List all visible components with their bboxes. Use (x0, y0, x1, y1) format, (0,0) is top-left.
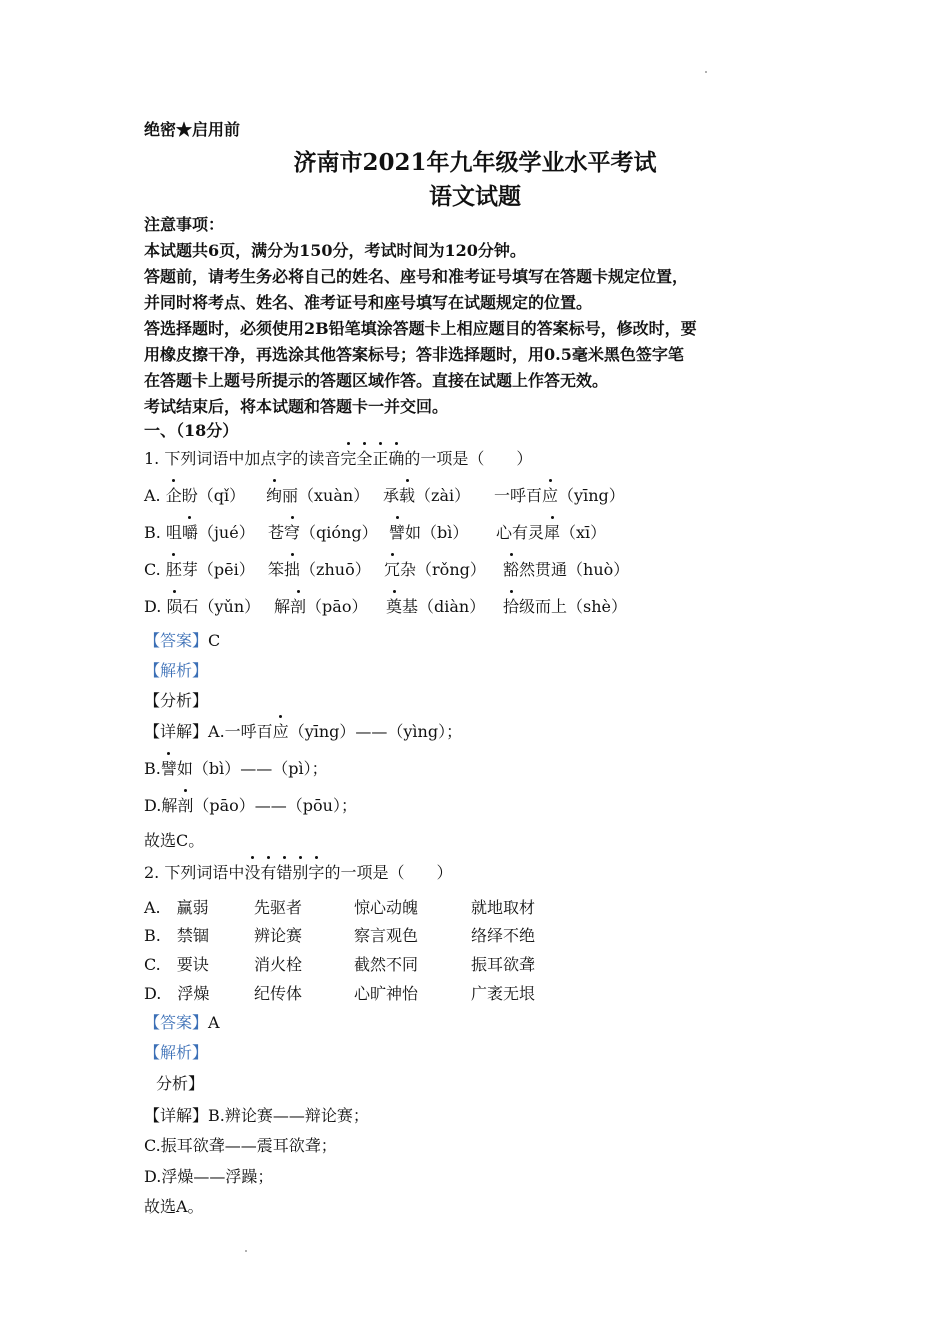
word-text: 笨 (268, 560, 285, 579)
detail-line-d: D.浮燥——浮躁； (144, 1167, 274, 1186)
detail-text: B. (144, 759, 161, 778)
analysis-label: 【解析】 (144, 1043, 209, 1062)
word-text: 芽 (181, 560, 198, 579)
page-mark-bottom (245, 1250, 247, 1252)
answer-line (144, 1010, 220, 1033)
page-title: 济南市2021年九年级学业水平考试 (293, 149, 657, 176)
q2-word: 截然不同 (354, 955, 419, 974)
option-a (144, 483, 245, 506)
detail-text: （yīng）——（yìng）； (288, 722, 463, 741)
pinyin: （shè） (567, 597, 628, 616)
pinyin: （diàn） (418, 597, 486, 616)
secret-label: 绝密★启用前 (144, 120, 241, 139)
answer-label: 【答案】 (144, 631, 209, 650)
word-text: 杂 (400, 560, 417, 579)
notice-line: 答题前，请考生务必将自己的姓名、座号和准考证号填写在答题卡规定位置， (144, 267, 689, 286)
pinyin: （xī） (560, 523, 607, 542)
option-a-word-3 (383, 483, 470, 506)
option-b-word-2 (268, 520, 378, 543)
stem-text: 1. 下列词语中加点字的读音 (144, 449, 341, 468)
detail-text: D.解 (144, 796, 178, 815)
q2-word: 广袤无垠 (471, 984, 536, 1003)
option-label: A. (144, 486, 166, 505)
detail-text: 如（bì）——（pì）； (176, 759, 328, 778)
option-c-word-2 (268, 557, 371, 580)
notice-line: 答选择题时，必须使用2B铅笔填涂答题卡上相应题目的答案标号，修改时，要 (144, 319, 697, 338)
q2-word: 辨论赛 (254, 926, 303, 945)
dotted-char: 冗 (384, 557, 400, 580)
dotted-char: 拙 (284, 557, 300, 580)
fenxi-label: 分析】 (156, 1074, 205, 1093)
q2-option-d: D. 浮燥 (144, 984, 210, 1003)
dotted-char: 正 (372, 446, 388, 469)
word-text: 解 (274, 597, 291, 616)
word-text: 承 (383, 486, 400, 505)
q2-word: 就地取材 (471, 898, 536, 917)
notice-line: 考试结束后，将本试题和答题卡一并交回。 (144, 397, 449, 416)
stem-text: 的一项是（ ） (404, 449, 533, 468)
option-b-word-4 (496, 520, 606, 543)
dotted-char: 别 (292, 860, 308, 883)
q2-option-c: C. 要诀 (144, 955, 209, 974)
word-text: 苍 (268, 523, 285, 542)
q2-word: 纪传体 (254, 984, 303, 1003)
q2-word: 络绎不绝 (471, 926, 536, 945)
answer-value: C (208, 631, 221, 650)
answer-line (144, 628, 220, 651)
detail-text: B.辨论赛——辩论赛； (208, 1106, 369, 1125)
option-a-word-4 (494, 483, 625, 506)
q2-option-a: A. 赢弱 (144, 898, 209, 917)
option-d-word-4 (503, 594, 627, 617)
word-text: 一呼百 (494, 486, 543, 505)
q2-word: 振耳欲聋 (471, 955, 536, 974)
detail-line-d (144, 793, 357, 816)
option-label: B. (144, 523, 166, 542)
pinyin: （bì） (421, 523, 469, 542)
q2-word: 心旷神怡 (354, 984, 419, 1003)
detail-label: 【详解】 (144, 1106, 209, 1125)
detail-label: 【详解】 (144, 722, 209, 741)
pinyin: （xuàn） (298, 486, 370, 505)
dotted-char: 完 (340, 446, 356, 469)
word-text: 丽 (282, 486, 299, 505)
word-text: 基 (402, 597, 419, 616)
answer-value: A (208, 1013, 220, 1032)
dotted-char: 奠 (386, 594, 402, 617)
page-mark-top-right (705, 71, 707, 73)
q2-word: 察言观色 (354, 926, 419, 945)
notice-line: 本试题共6页，满分为150分，考试时间为120分钟。 (144, 241, 526, 260)
option-b-word-3 (389, 520, 468, 543)
pinyin: （rǒng） (416, 560, 486, 579)
notice-line: 并同时将考点、姓名、准考证号和座号填写在试题规定的位置。 (144, 293, 593, 312)
detail-line-a (144, 719, 462, 742)
word-text: 咀 (165, 523, 182, 542)
fenxi-label: 【分析】 (144, 691, 209, 710)
pinyin: （qióng） (300, 523, 378, 542)
dotted-char: 胚 (166, 557, 182, 580)
option-c (144, 557, 255, 580)
word-text: 级而上 (519, 597, 568, 616)
option-c-word-3 (384, 557, 486, 580)
dotted-char: 应 (542, 483, 558, 506)
dotted-char: 载 (399, 483, 415, 506)
question-1-stem (144, 446, 532, 469)
option-d-word-2 (274, 594, 367, 617)
notice-line: 用橡皮擦干净，再选涂其他答案标号；答非选择题时，用0.5毫米黑色签字笔 (144, 345, 684, 364)
detail-line-c: C.振耳欲聋——震耳欲聋； (144, 1136, 337, 1155)
q2-word: 消火栓 (254, 955, 303, 974)
section-heading: 一、（18分） (144, 421, 239, 440)
dotted-char: 企 (166, 483, 182, 506)
conclusion: 故选C。 (144, 831, 205, 850)
q2-word: 惊心动魄 (354, 898, 419, 917)
dotted-char: 穹 (284, 520, 300, 543)
pinyin: （qǐ） (197, 486, 246, 505)
dotted-char: 譬 (161, 756, 177, 779)
answer-label: 【答案】 (144, 1013, 209, 1032)
option-label: C. (144, 560, 166, 579)
pinyin: （huò） (567, 560, 630, 579)
dotted-char: 错 (276, 860, 292, 883)
pinyin: （zhuō） (300, 560, 371, 579)
dotted-char: 陨 (166, 594, 182, 617)
dotted-char: 绚 (266, 483, 282, 506)
option-d-word-3 (386, 594, 485, 617)
stem-text: 的一项是（ ） (324, 863, 453, 882)
question-2-stem (144, 860, 452, 883)
word-text: 心有灵 (496, 523, 545, 542)
dotted-char: 譬 (389, 520, 405, 543)
dotted-char: 拾 (503, 594, 519, 617)
dotted-char: 字 (308, 860, 324, 883)
pinyin: （jué） (197, 523, 255, 542)
detail-text: A.一呼百 (208, 722, 273, 741)
detail-text: （pāo）——（pōu）； (193, 796, 357, 815)
dotted-char: 剖 (290, 594, 306, 617)
option-d (144, 594, 260, 617)
option-c-word-4 (503, 557, 629, 580)
detail-line-b (144, 1103, 369, 1126)
notice-line: 在答题卡上题号所提示的答题区域作答。直接在试题上作答无效。 (144, 371, 609, 390)
dotted-char: 豁 (503, 557, 519, 580)
dotted-char: 没 (244, 860, 260, 883)
dotted-char: 嚼 (182, 520, 198, 543)
q2-option-b: B. 禁锢 (144, 926, 209, 945)
option-label: D. (144, 597, 167, 616)
notice-heading: 注意事项： (144, 215, 225, 234)
option-a-word-2 (266, 483, 369, 506)
dotted-char: 全 (356, 446, 372, 469)
word-text: 如 (405, 523, 422, 542)
dotted-char: 剖 (177, 793, 193, 816)
dotted-char: 有 (260, 860, 276, 883)
word-text: 盼 (181, 486, 198, 505)
option-b (144, 520, 255, 543)
dotted-char: 确 (388, 446, 404, 469)
word-text: 然贯通 (519, 560, 568, 579)
conclusion: 故选A。 (144, 1197, 204, 1216)
pinyin: （pēi） (197, 560, 255, 579)
dotted-char: 应 (273, 719, 289, 742)
page-subtitle: 语文试题 (429, 183, 521, 210)
analysis-label: 【解析】 (144, 661, 209, 680)
q2-word: 先驱者 (254, 898, 303, 917)
word-text: 石 (182, 597, 199, 616)
detail-line-b (144, 756, 328, 779)
pinyin: （yǔn） (198, 597, 261, 616)
dotted-char: 犀 (544, 520, 560, 543)
pinyin: （zài） (415, 486, 471, 505)
pinyin: （yīng） (558, 486, 625, 505)
stem-text: 2. 下列词语中 (144, 863, 245, 882)
pinyin: （pāo） (306, 597, 368, 616)
